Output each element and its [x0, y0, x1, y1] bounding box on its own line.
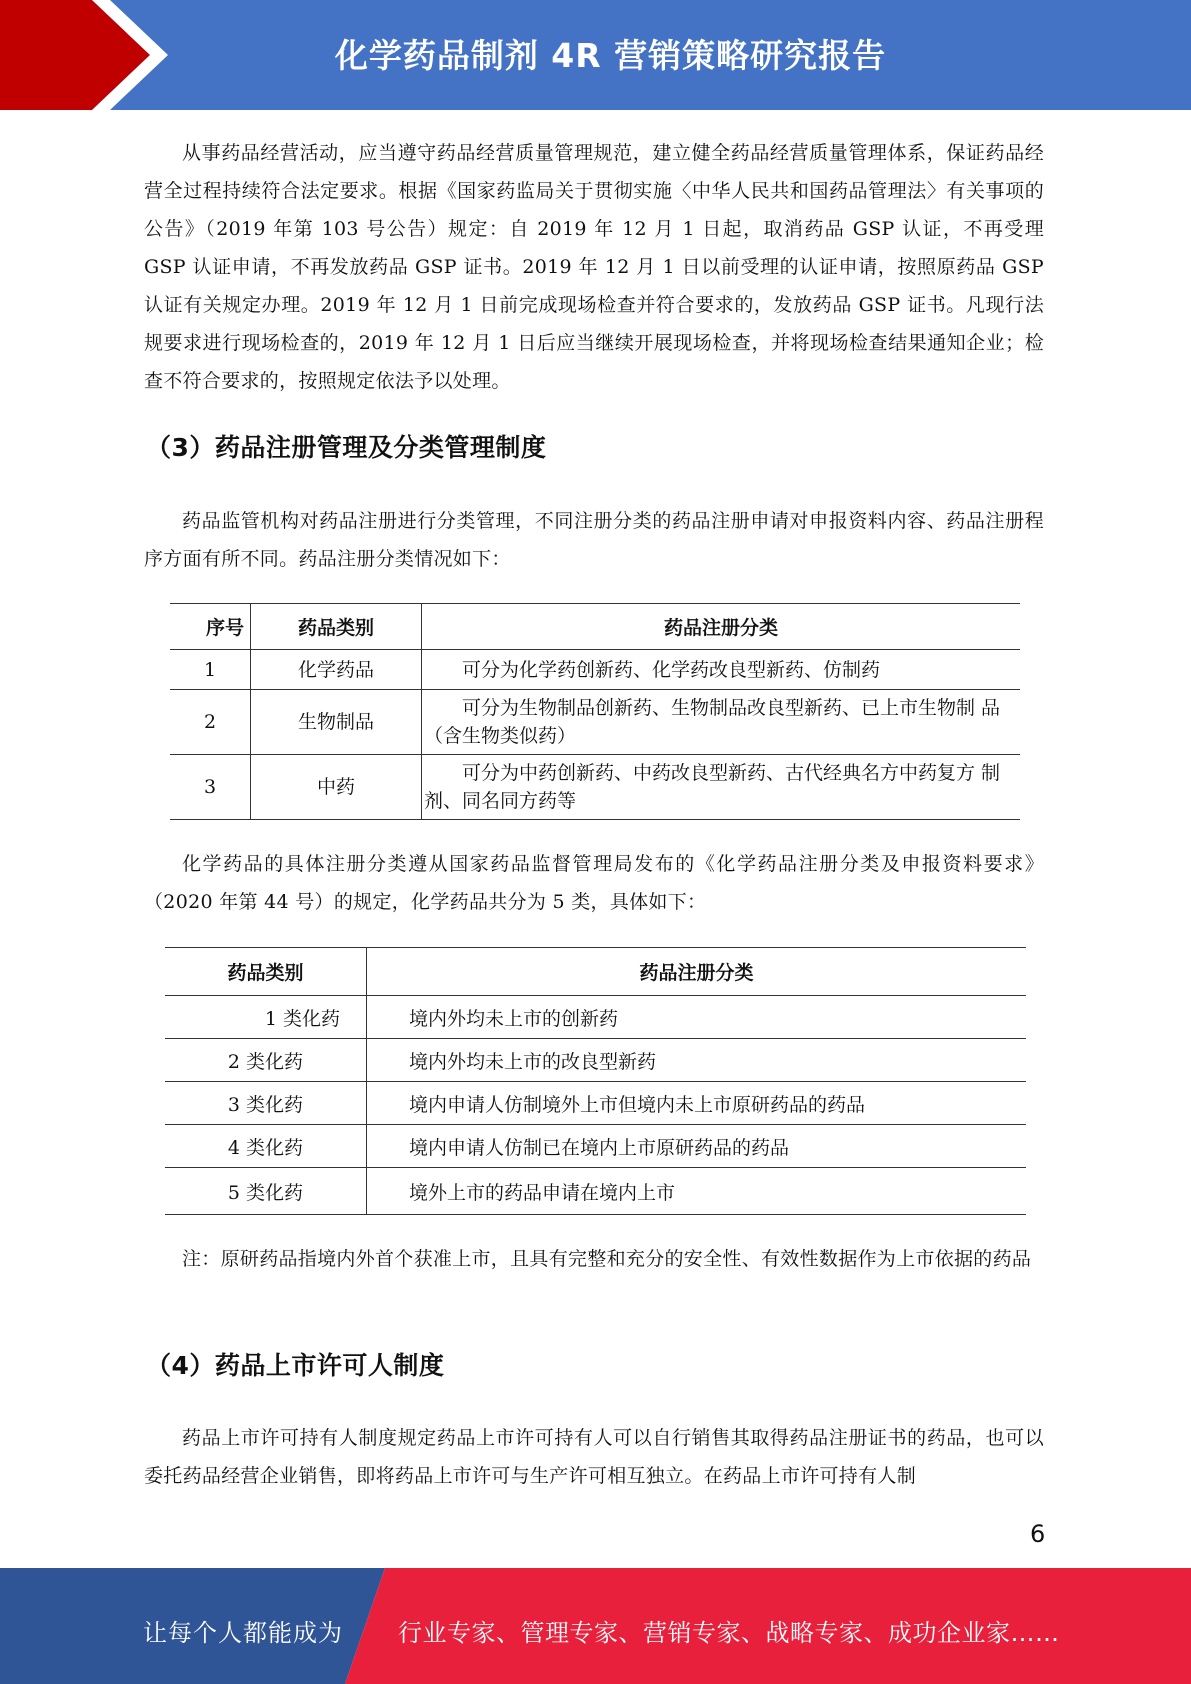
- note-original-drug: [144, 1240, 1044, 1278]
- cell-classes: 可分为中药创新药、中药改良型新药、古代经典名方中药复方 制剂、同名同方药等: [422, 755, 1021, 820]
- registration-class-table: [170, 603, 1020, 820]
- cell-category: 4 类化药: [165, 1125, 367, 1168]
- paragraph-chemical-classes-text: 化学药品的具体注册分类遵从国家药品监督管理局发布的《化学药品注册分类及申报资料要求》（2020 年第 44 号）的规定，化学药品共分为 5 类，具体如下：: [144, 853, 1044, 913]
- col-header-category: 药品类别: [251, 604, 422, 650]
- paragraph-mah: [144, 1419, 1044, 1495]
- cell-desc: 境内外均未上市的改良型新药: [367, 1039, 1027, 1082]
- table-header-row: [170, 604, 1020, 650]
- table-row: [170, 650, 1020, 690]
- paragraph-registration: [144, 502, 1044, 578]
- footer-slogan-left: 让每个人都能成为: [143, 1619, 343, 1647]
- cell-category: 1 类化药: [165, 996, 367, 1039]
- col-header-desc: 药品注册分类: [367, 948, 1027, 996]
- page-footer: [0, 1568, 1191, 1684]
- cell-no: 3: [170, 755, 251, 820]
- paragraph-gsp: [144, 134, 1044, 400]
- section-heading-3: （3）药品注册管理及分类管理制度: [146, 433, 547, 462]
- paragraph-mah-text: 药品上市许可持有人制度规定药品上市许可持有人可以自行销售其取得药品注册证书的药品，也可以委托药品经营企业销售，即将药品上市许可与生产许可相互独立。在药品上市许可持有人制: [144, 1427, 1044, 1487]
- section-heading-4-wrap: [146, 1346, 1046, 1382]
- table-row: [170, 690, 1020, 755]
- paragraph-chemical-classes: [144, 845, 1044, 921]
- table-row: [165, 996, 1026, 1039]
- table-row: [165, 1125, 1026, 1168]
- report-title: 化学药品制剂 4R 营销策略研究报告: [334, 36, 887, 75]
- cell-classes: 可分为生物制品创新药、生物制品改良型新药、已上市生物制 品（含生物类似药）: [422, 690, 1021, 755]
- col-header-no: 序号: [170, 604, 251, 650]
- cell-category: 化学药品: [251, 650, 422, 690]
- footer-slogan-right: 行业专家、管理专家、营销专家、战略专家、成功企业家……: [398, 1619, 1060, 1647]
- section-heading-4: （4）药品上市许可人制度: [146, 1351, 445, 1380]
- cell-no: 2: [170, 690, 251, 755]
- paragraph-registration-text: 药品监管机构对药品注册进行分类管理，不同注册分类的药品注册申请对申报资料内容、药品注册程序方面有所不同。药品注册分类情况如下：: [144, 510, 1044, 570]
- page-header: [0, 0, 1191, 110]
- cell-category: 2 类化药: [165, 1039, 367, 1082]
- table-row: [170, 755, 1020, 820]
- cell-desc: 境内申请人仿制已在境内上市原研药品的药品: [367, 1125, 1027, 1168]
- cell-category: 生物制品: [251, 690, 422, 755]
- chemical-class-table: [165, 947, 1026, 1215]
- cell-desc: 境内申请人仿制境外上市但境内未上市原研药品的药品: [367, 1082, 1027, 1125]
- note-original-drug-text: 注：原研药品指境内外首个获准上市，且具有完整和充分的安全性、有效性数据作为上市依据的药品: [182, 1248, 1032, 1270]
- section-heading-3-wrap: [146, 428, 1046, 464]
- cell-category: 5 类化药: [165, 1168, 367, 1215]
- cell-desc: 境外上市的药品申请在境内上市: [367, 1168, 1027, 1215]
- cell-category: 3 类化药: [165, 1082, 367, 1125]
- cell-classes: 可分为化学药创新药、化学药改良型新药、仿制药: [422, 650, 1021, 690]
- page-number: 6: [1030, 1520, 1046, 1548]
- col-header-classes: 药品注册分类: [422, 604, 1021, 650]
- table-row: [165, 1082, 1026, 1125]
- paragraph-gsp-text: 从事药品经营活动，应当遵守药品经营质量管理规范，建立健全药品经营质量管理体系，保证药品经营全过程持续符合法定要求。根据《国家药监局关于贯彻实施〈中华人民共和国药品管理法〉有关事项的公告》（2019 年第 103 号公告）规定：自 2019 年 12 月 1 日起，取消药品 GSP 认证，不再受理 GSP 认证申请，不再发放药品 GSP 证书。2019 年 12 月 1 日以前受理的认证申请，按照原药品 GSP 认证有关规定办理。2019 年 12 月 1 日前完成现场检查并符合要求的，发放药品 GSP 证书。凡现行法规要求进行现场检查的，2019 年 12 月 1 日后应当继续开展现场检查，并将现场检查结果通知企业；检查不符合要求的，按照规定依法予以处理。: [144, 142, 1044, 392]
- cell-no: 1: [170, 650, 251, 690]
- col-header-category: 药品类别: [165, 948, 367, 996]
- table-row: [165, 1168, 1026, 1215]
- table-row: [165, 1039, 1026, 1082]
- table-header-row: [165, 948, 1026, 996]
- cell-desc: 境内外均未上市的创新药: [367, 996, 1027, 1039]
- cell-category: 中药: [251, 755, 422, 820]
